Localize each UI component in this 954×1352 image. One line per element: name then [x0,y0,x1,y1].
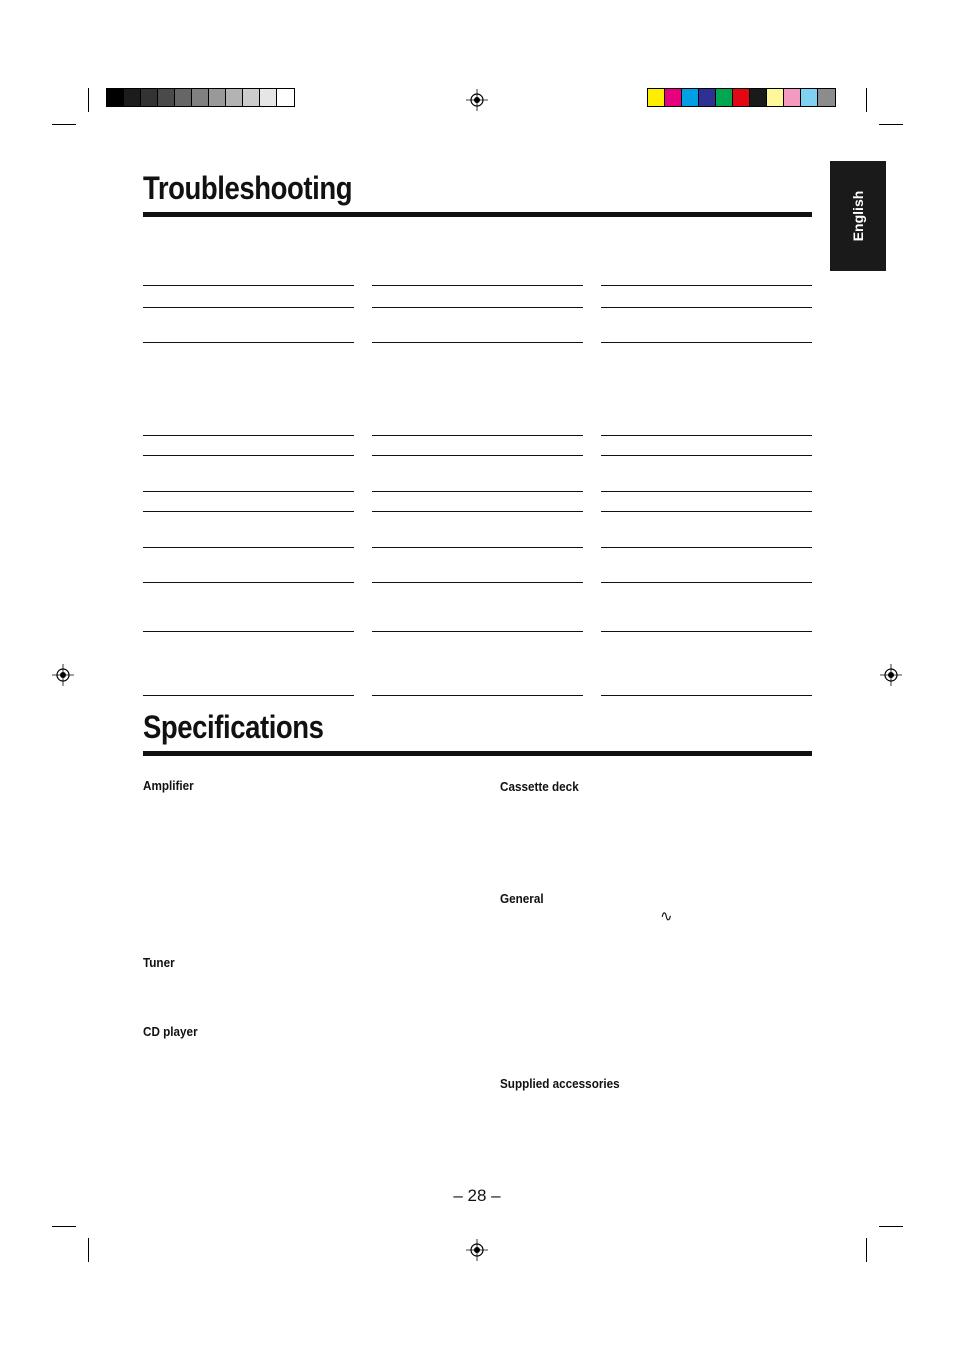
calibration-swatch [192,89,209,106]
calibration-swatch [750,89,767,106]
trim-mark [88,88,89,112]
spec-heading-supplied-accessories: Supplied accessories [500,1076,620,1091]
table-rule [143,547,354,548]
specifications-title: Specifications [143,709,324,745]
language-tab-label: English [850,190,866,242]
table-rule [143,307,354,308]
troubleshooting-title: Troubleshooting [143,170,353,206]
language-tab [830,161,886,271]
spec-heading-cassette-deck: Cassette deck [500,779,579,794]
trim-mark [52,124,76,125]
table-rule [372,511,583,512]
table-rule [601,455,812,456]
table-rule [372,435,583,436]
table-rule [601,285,812,286]
table-rule [601,491,812,492]
calibration-swatch [699,89,716,106]
calibration-swatch [716,89,733,106]
calibration-swatch [767,89,784,106]
table-rule [372,547,583,548]
table-rule [143,285,354,286]
calibration-swatch [818,89,835,106]
calibration-swatch [141,89,158,106]
table-rule [143,435,354,436]
trim-mark [879,124,903,125]
table-rule [372,285,583,286]
calibration-swatch [226,89,243,106]
calibration-swatch [209,89,226,106]
spec-heading-amplifier: Amplifier [143,778,194,793]
trim-mark [879,1226,903,1227]
spec-heading-tuner: Tuner [143,955,175,970]
calibration-swatch [260,89,277,106]
calibration-swatch [682,89,699,106]
calibration-swatch [107,89,124,106]
registration-mark-icon [52,664,74,686]
calibration-swatch [277,89,294,106]
table-rule [372,307,583,308]
table-rule [601,582,812,583]
ac-symbol-icon: ∿ [660,907,673,925]
table-rule [143,582,354,583]
calibration-swatch [733,89,750,106]
specifications-title-rule [143,751,812,756]
calibration-swatch [124,89,141,106]
page-number: – 28 – [453,1186,501,1205]
calibration-swatch [801,89,818,106]
table-rule [601,307,812,308]
spec-heading-general: General [500,891,544,906]
table-rule [143,511,354,512]
table-rule [372,455,583,456]
calibration-swatch [665,89,682,106]
calibration-swatch [648,89,665,106]
trim-mark [866,88,867,112]
trim-mark [52,1226,76,1227]
table-rule [143,631,354,632]
color-calibration-strip [647,88,836,107]
table-rule [601,631,812,632]
table-rule [372,582,583,583]
registration-mark-icon [466,1239,488,1261]
table-rule [601,435,812,436]
troubleshooting-title-rule [143,212,812,217]
table-rule [601,547,812,548]
registration-mark-icon [466,89,488,111]
table-rule [143,491,354,492]
calibration-swatch [243,89,260,106]
spec-heading-cd-player: CD player [143,1024,198,1039]
table-rule [143,695,354,696]
table-rule [601,695,812,696]
grayscale-calibration-strip [106,88,295,107]
table-rule [372,342,583,343]
calibration-swatch [784,89,801,106]
registration-mark-icon [880,664,902,686]
calibration-swatch [175,89,192,106]
table-rule [143,455,354,456]
table-rule [601,511,812,512]
trim-mark [866,1238,867,1262]
trim-mark [88,1238,89,1262]
table-rule [372,695,583,696]
table-rule [372,491,583,492]
calibration-swatch [158,89,175,106]
table-rule [372,631,583,632]
table-rule [601,342,812,343]
table-rule [143,342,354,343]
